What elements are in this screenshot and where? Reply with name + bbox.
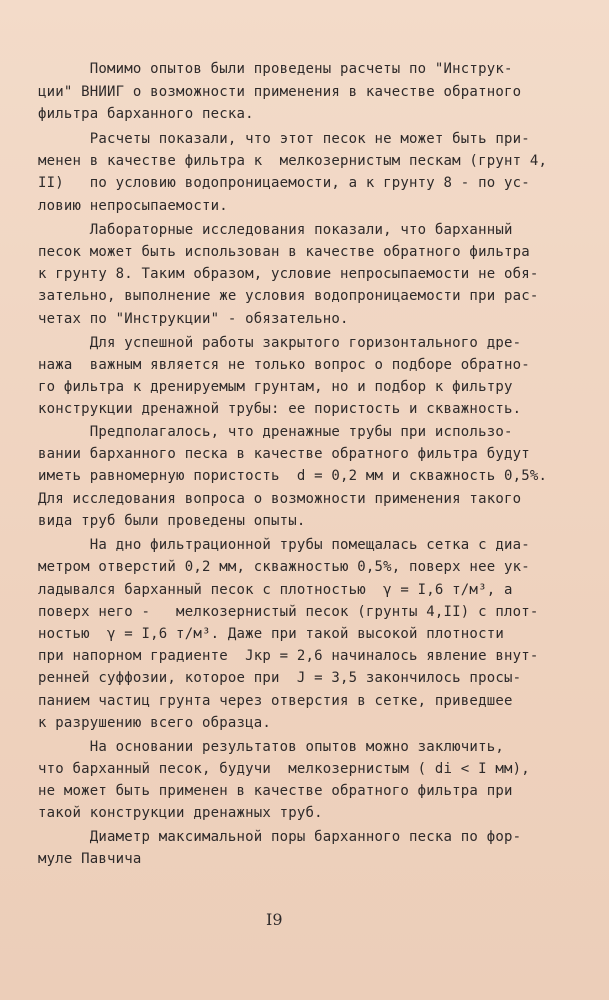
- text-line: Помимо опытов были проведены расчеты по "Инструк-: [38, 61, 513, 77]
- text-line: к грунту 8. Таким образом, условие непросыпаемости не обя-: [38, 266, 539, 282]
- text-line: го фильтра к дренируемым грунтам, но и подбор к фильтру: [38, 379, 513, 395]
- text-line: менен в качестве фильтра к мелкозернистым пескам (грунт 4,: [38, 153, 548, 169]
- text-line: не может быть применен в качестве обратного фильтра при: [38, 783, 513, 799]
- text-line: панием частиц грунта через отверстия в сетке, приведшее: [38, 693, 513, 709]
- text-line: Предполагалось, что дренажные трубы при использо-: [38, 424, 513, 440]
- text-line: На основании результатов опытов можно заключить,: [38, 739, 504, 755]
- text-line: поверх него - мелкозернистый песок (грунты 4,II) с плот-: [38, 604, 539, 620]
- text-line: ностью γ = I,6 т/м³. Даже при такой высокой плотности: [38, 626, 504, 642]
- text-line: вании барханного песка в качестве обратного фильтра будут: [38, 446, 530, 462]
- text-line: Для успешной работы закрытого горизонтального дре-: [38, 335, 522, 351]
- text-line: конструкции дренажной трубы: ее пористость и скважность.: [38, 401, 522, 417]
- text-line: иметь равномерную пористость d = 0,2 мм и скважность 0,5%.: [38, 468, 548, 484]
- text-line: нажа важным является не только вопрос о подборе обратно-: [38, 357, 530, 373]
- page-number: I9: [266, 910, 283, 929]
- text-line: Расчеты показали, что этот песок не может быть при-: [38, 131, 530, 147]
- text-line: Диаметр максимальной поры барханного песка по фор-: [38, 829, 522, 845]
- text-line: Для исследования вопроса о возможности применения такого: [38, 491, 522, 507]
- text-line: при напорном градиенте Jкр = 2,6 начиналось явление внут-: [38, 648, 539, 664]
- text-line: Лабораторные исследования показали, что барханный: [38, 222, 513, 238]
- text-line: фильтра барханного песка.: [38, 106, 254, 122]
- text-line: к разрушению всего образца.: [38, 715, 271, 731]
- text-line: метром отверстий 0,2 мм, скважностью 0,5%, поверх нее ук-: [38, 559, 530, 575]
- text-line: такой конструкции дренажных труб.: [38, 805, 323, 821]
- text-line: четах по "Инструкции" - обязательно.: [38, 311, 349, 327]
- text-line: ладывался барханный песок с плотностью γ = I,6 т/м³, а: [38, 582, 513, 598]
- text-line: песок может быть использован в качестве обратного фильтра: [38, 244, 530, 260]
- text-line: ции" ВНИИГ о возможности применения в качестве обратного: [38, 84, 522, 100]
- text-line: вида труб были проведены опыты.: [38, 513, 306, 529]
- text-line: ренней суффозии, которое при J = 3,5 закончилось просы-: [38, 670, 522, 686]
- text-line: что барханный песок, будучи мелкозернистым ( di < I мм),: [38, 761, 530, 777]
- text-line: муле Павчича: [38, 851, 142, 867]
- text-line: ловию непросыпаемости.: [38, 198, 228, 214]
- text-line: II) по условию водопроницаемости, а к грунту 8 - по ус-: [38, 175, 530, 191]
- text-line: На дно фильтрационной трубы помещалась сетка с диа-: [38, 537, 530, 553]
- text-line: зательно, выполнение же условия водопроницаемости при рас-: [38, 288, 539, 304]
